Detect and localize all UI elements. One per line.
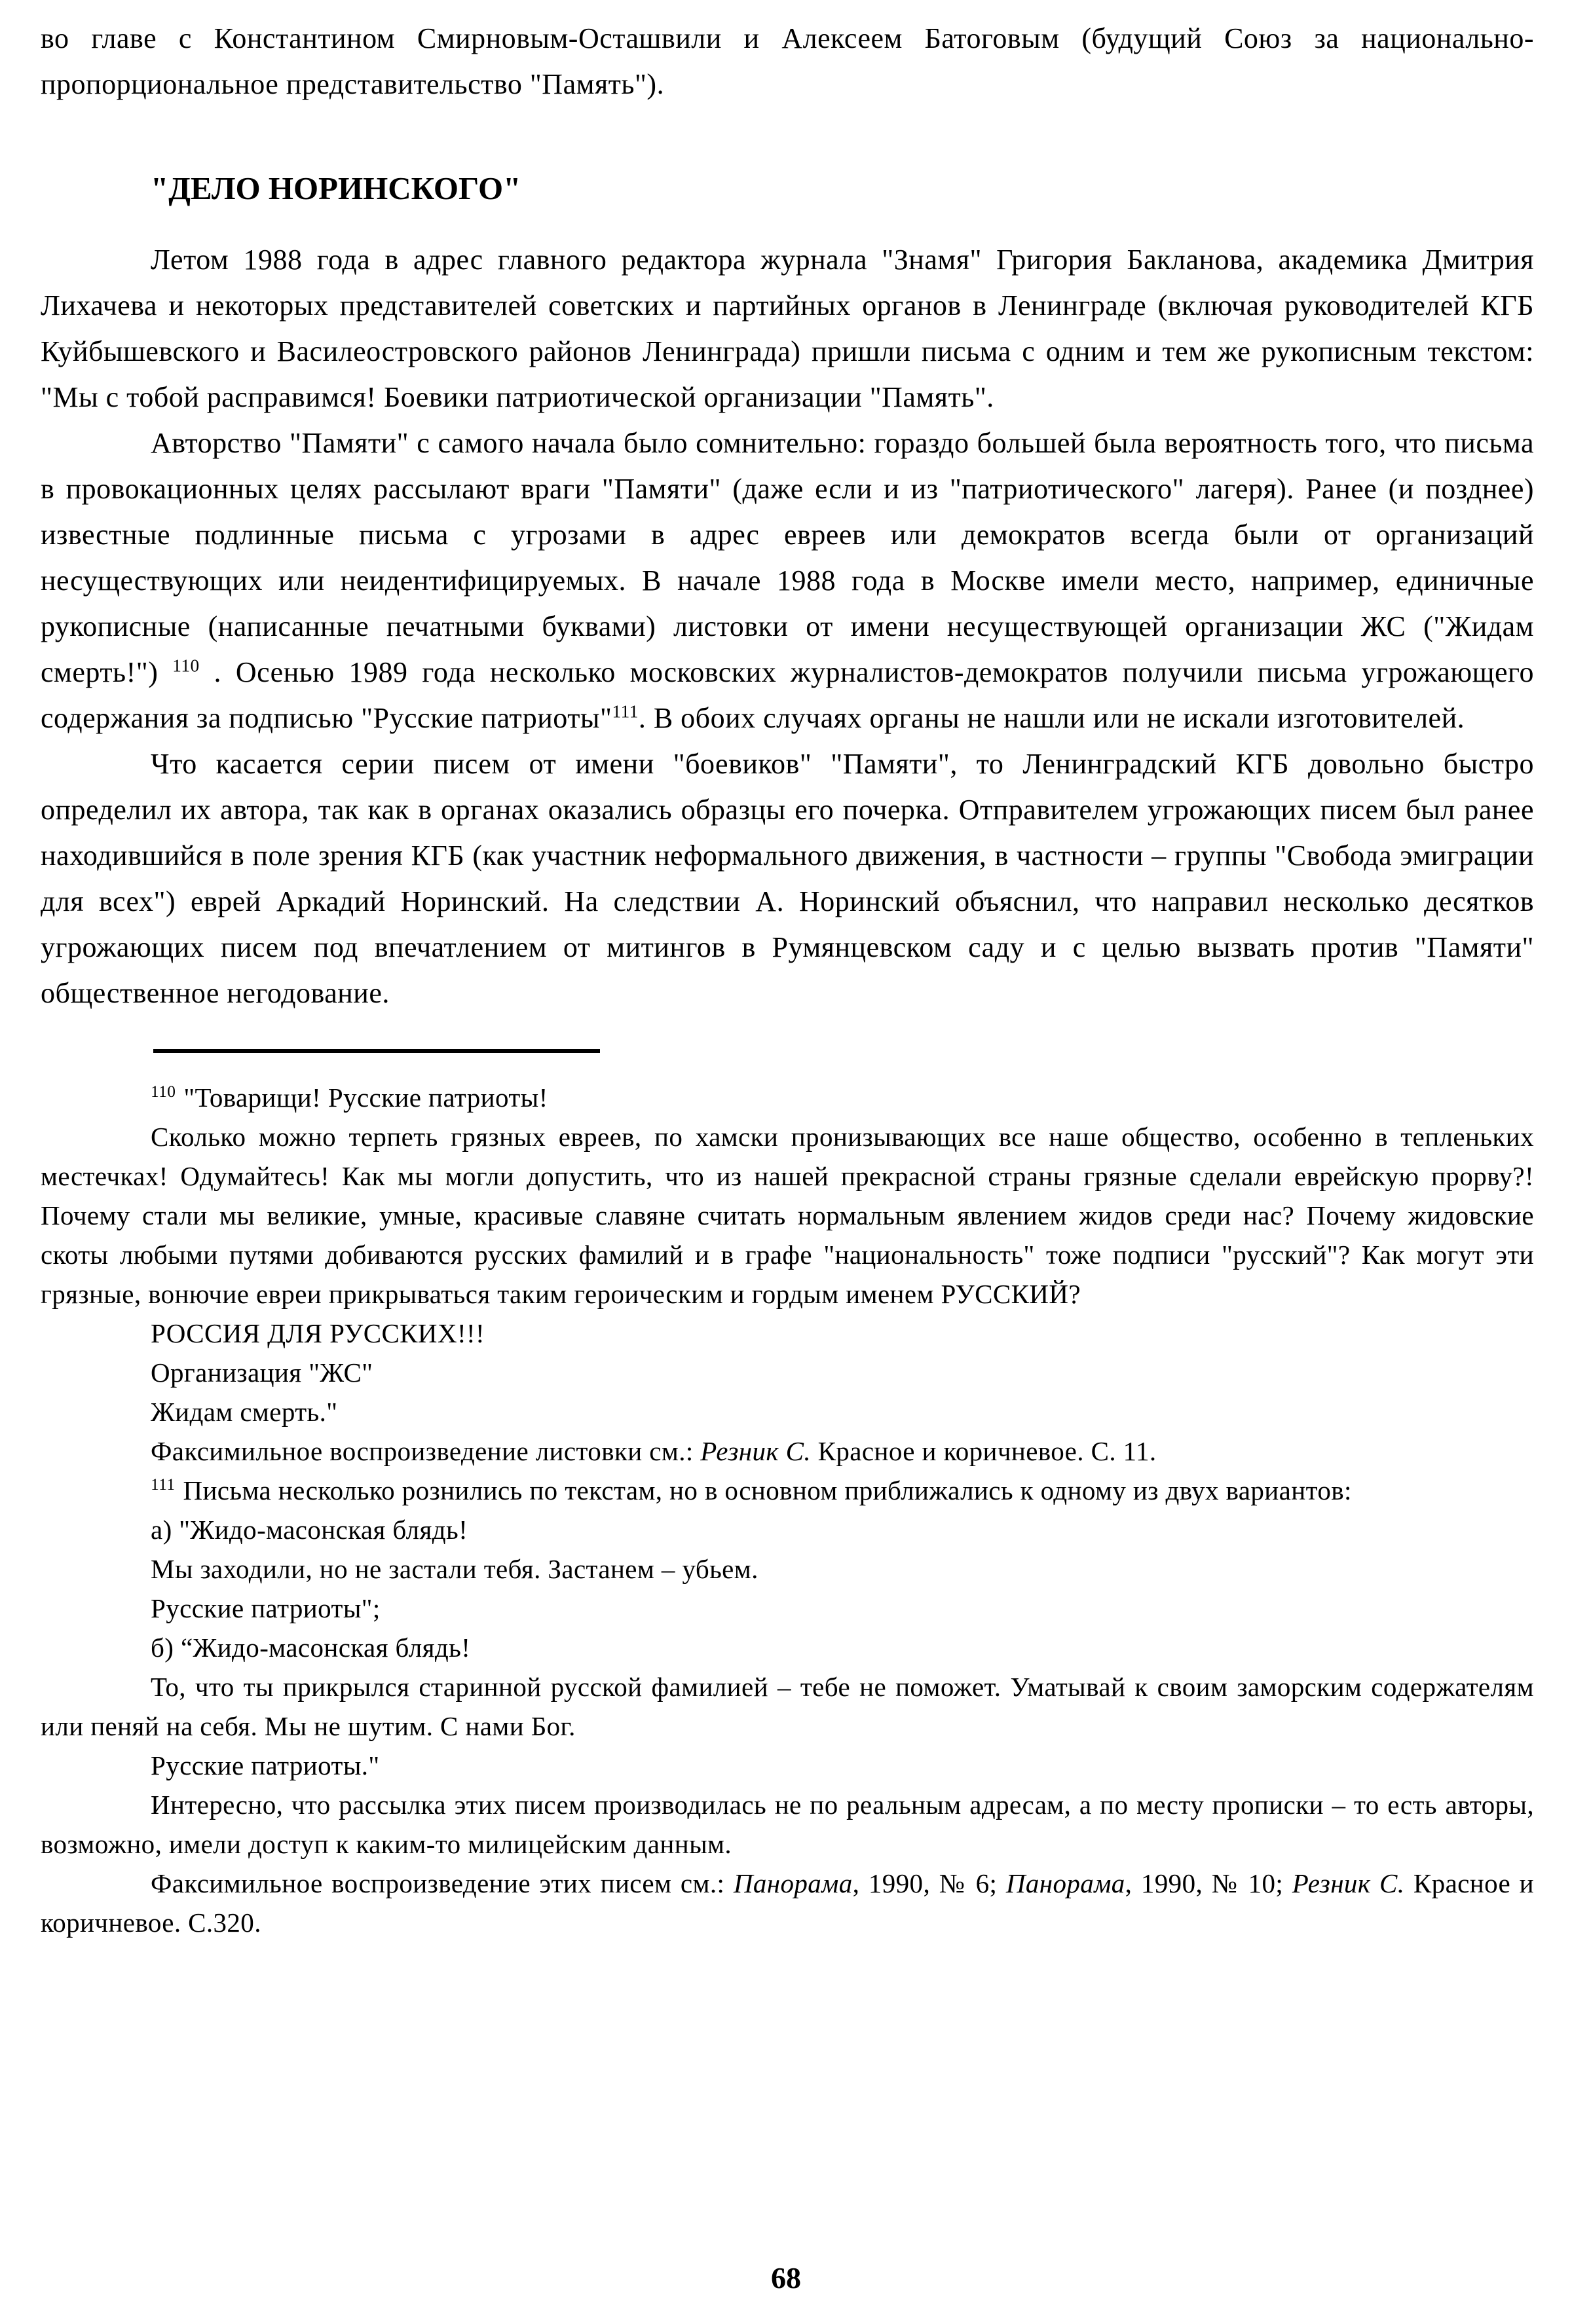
footnote-paragraph — [41, 1628, 1534, 1667]
text-run: Красное и коричневое. С. 11. — [810, 1436, 1157, 1466]
footnote-ref: 111 — [151, 1475, 176, 1494]
italic-text: Резник С. — [1292, 1868, 1405, 1898]
text-run: б) “Жидо-масонская блядь! — [151, 1632, 471, 1663]
text-run: Интересно, что рассылка этих писем производилась не по реальным адресам, а по месту прописки – то есть авторы, возможно, имели доступ к каким-то милицейским данным. — [41, 1790, 1534, 1859]
text-run: , 1990, № 6; — [852, 1868, 1006, 1898]
footnote-paragraph — [41, 1746, 1534, 1785]
body-paragraph — [41, 420, 1534, 741]
page-number: 68 — [771, 2261, 801, 2295]
text-run: Факсимильное воспроизведение этих писем см.: — [151, 1868, 734, 1898]
text-run: а) "Жидо-масонская блядь! — [151, 1515, 468, 1545]
text-run: Письма несколько рознились по текстам, но в основном приближались к одному из двух вариантов: — [183, 1475, 1352, 1505]
body-paragraph — [41, 237, 1534, 420]
text-run: Русские патриоты"; — [151, 1593, 381, 1623]
italic-text: Панорама — [1005, 1868, 1125, 1898]
text-run: . В обоих случаях органы не нашли или не искали изготовителей. — [638, 702, 1465, 734]
footnote-paragraph — [41, 1667, 1534, 1746]
footnote-paragraph — [41, 1431, 1534, 1471]
footnote-paragraph — [41, 1510, 1534, 1549]
text-run: Что касается серии писем от имени "боевиков" "Памяти", то Ленинградский КГБ довольно быстро определил их автора, так как в органах оказались образцы его почерка. Отправителем угрожающих писем был ранее находившийся в поле зрения КГБ (как участник неформального движения, в частности – группы "Свобода эмиграции для всех") еврей Аркадий Норинский. На следствии А. Норинский объяснил, что направил несколько десятков угрожающих писем под впечатлением от митингов в Румянцевском саду и с целью вызвать против "Памяти" общественное негодование. — [41, 748, 1534, 1009]
text-run: Красное и коричневое. С.320. — [41, 1868, 1534, 1938]
italic-text: Резник С. — [700, 1436, 811, 1466]
footnote-ref: 111 — [612, 701, 639, 722]
footnote-ref: 110 — [172, 655, 200, 676]
text-run: Организация "ЖС" — [151, 1357, 373, 1388]
footnote-paragraph — [41, 1117, 1534, 1314]
body-paragraph — [41, 741, 1534, 1016]
text-run: Мы заходили, но не застали тебя. Застанем – убьем. — [151, 1554, 758, 1584]
footnote-paragraph — [41, 1314, 1534, 1353]
text-run: во главе с Константином Смирновым-Осташвили и Алексеем Батоговым (будущий Союз за национально-пропорциональное представительство "Память"). — [41, 22, 1534, 100]
text-run: "Товарищи! Русские патриоты! — [183, 1082, 548, 1113]
section-heading — [41, 170, 1534, 207]
text-run: Сколько можно терпеть грязных евреев, по хамски пронизывающих все наше общество, особенно в тепленьких местечках! Одумайтесь! Как мы могли допустить, что из нашей прекрасной страны грязные сделали еврейскую прорву?! Почему стали мы великие, умные, красивые славяне считать нормальным явлением жидов среди нас? Почему жидовские скоты любыми путями добиваются русских фамилий и в графе "национальность" тоже подписи "русский"? Как могут эти грязные, вонючие евреи прикрываться таким героическим и гордым именем РУССКИЙ? — [41, 1122, 1534, 1309]
text-run: Жидам смерть." — [151, 1397, 338, 1427]
footnote-paragraph — [41, 1392, 1534, 1431]
footnote-paragraph — [41, 1864, 1534, 1942]
italic-text: Панорама — [733, 1868, 853, 1898]
footnote-paragraph — [41, 1785, 1534, 1864]
footnote-paragraph — [41, 1078, 1534, 1117]
text-run: РОССИЯ ДЛЯ РУССКИХ!!! — [151, 1318, 485, 1348]
body-paragraph — [41, 16, 1534, 107]
text-run: Летом 1988 года в адрес главного редактора журнала "Знамя" Григория Бакланова, академика Дмитрия Лихачева и некоторых представителей советских и партийных органов в Ленинграде (включая руководителей КГБ Куйбышевского и Василеостровского районов Ленинграда) пришли письма с одним и тем же рукописным текстом: "Мы с тобой расправимся! Боевики патриотической организации "Память". — [41, 244, 1534, 413]
text-run: . Осенью 1989 года несколько московских журналистов-демократов получили письма угрожающего содержания за подписью "Русские патриоты" — [41, 656, 1534, 734]
footnotes — [41, 1078, 1534, 1942]
footnote-paragraph — [41, 1353, 1534, 1392]
footnote-paragraph — [41, 1549, 1534, 1589]
body-text — [41, 16, 1534, 1016]
text-run: Факсимильное воспроизведение листовки см.: — [151, 1436, 701, 1466]
footnote-paragraph — [41, 1471, 1534, 1510]
footnote-paragraph — [41, 1589, 1534, 1628]
text-run: Авторство "Памяти" с самого начала было сомнительно: гораздо большей была вероятность того, что письма в провокационных целях рассылают враги "Памяти" (даже если и из "патриотического" лагеря). Ранее (и позднее) известные подлинные письма с угрозами в адрес евреев или демократов всегда были от организаций несуществующих или неидентифицируемых. В начале 1988 года в Москве имели место, например, единичные рукописные (написанные печатными буквами) листовки от имени несуществующей организации ЖС ("Жидам смерть!") — [41, 427, 1534, 688]
text-run: То, что ты прикрылся старинной русской фамилией – тебе не поможет. Уматывай к своим заморским содержателям или пеняй на себя. Мы не шутим. С нами Бог. — [41, 1672, 1534, 1741]
footnote-separator — [153, 1049, 600, 1053]
text-run: , 1990, № 10; — [1125, 1868, 1292, 1898]
footnote-ref: 110 — [151, 1082, 176, 1101]
text-run: "ДЕЛО НОРИНСКОГО" — [151, 170, 521, 206]
text-run: Русские патриоты." — [151, 1750, 380, 1780]
